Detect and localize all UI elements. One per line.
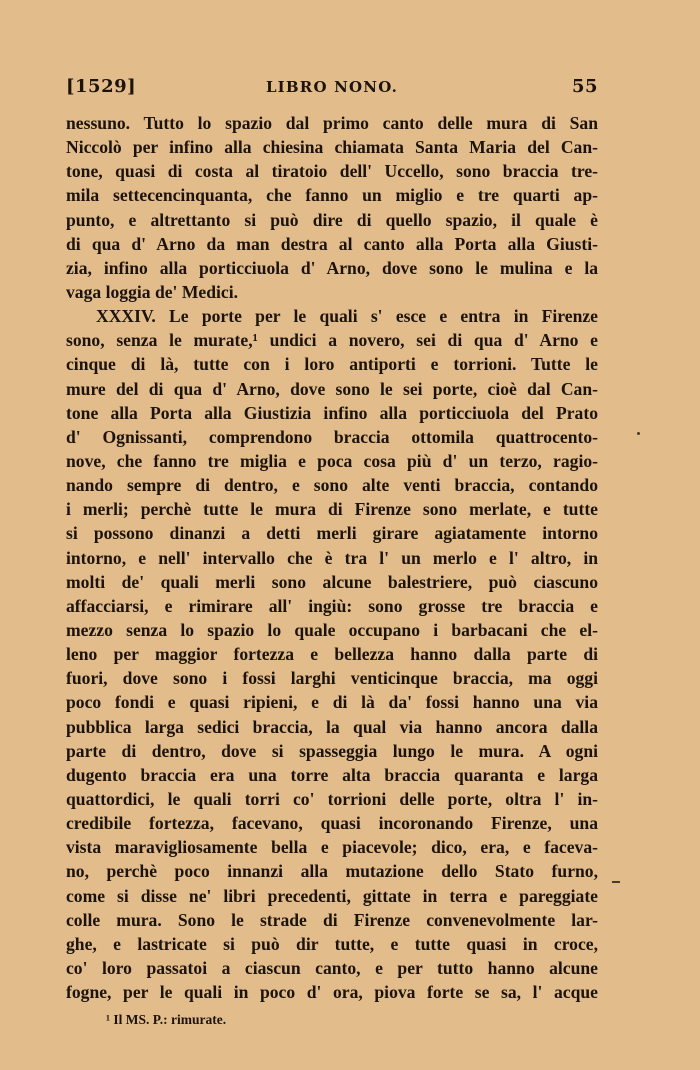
running-header xyxy=(66,76,598,102)
text-line: vista maravigliosamente bella e piacevole; dico, era, e faceva- xyxy=(66,837,598,858)
section-heading-line: XXXIV. Le porte per le quali s' esce e entra in Firenze xyxy=(96,306,598,327)
text-line: punto, e altrettanto si può dire di quello spazio, il quale è xyxy=(66,209,598,230)
text-line: intorno, e nell' intervallo che è tra l' un merlo e l' altro, in xyxy=(66,547,598,568)
margin-dash-mark xyxy=(612,881,620,883)
text-line: nove, che fanno tre miglia e poca cosa più d' un terzo, ragio- xyxy=(66,450,598,471)
header-book-title: LIBRO NONO. xyxy=(265,78,399,96)
text-line: fogne, per le quali in poco d' ora, piova forte se sa, l' acque xyxy=(66,982,598,1003)
text-line: si possono dinanzi a detti merli girare agiatamente intorno xyxy=(66,523,598,544)
text-line: i merli; perchè tutte le mura di Firenze sono merlate, e tutte xyxy=(66,499,598,520)
text-line: come si disse ne' libri precedenti, gittate in terra e pareggiate xyxy=(66,885,598,906)
text-line: cinque di là, tutte con i loro antiporti e torrioni. Tutte le xyxy=(66,354,598,375)
body-text xyxy=(66,111,598,1004)
footnote: ¹ Il MS. P.: rimurate. xyxy=(106,1012,227,1027)
text-line: fuori, dove sono i fossi larghi venticinque braccia, ma oggi xyxy=(66,668,598,689)
text-line: Niccolò per infino alla chiesina chiamata Santa Maria del Can- xyxy=(66,137,598,158)
text-line: parte di dentro, dove si spasseggia lungo le mura. A ogni xyxy=(66,740,598,761)
text-line: co' loro passatoi a ciascun canto, e per tutto hanno alcune xyxy=(66,957,598,978)
text-line: colle mura. Sono le strade di Firenze convenevolmente lar- xyxy=(66,909,598,930)
text-line: affacciarsi, e rimirare all' ingiù: sono grosse tre braccia e xyxy=(66,595,598,616)
text-line: leno per maggior fortezza e bellezza hanno dalla parte di xyxy=(66,644,598,665)
text-line: mure del di qua d' Arno, dove sono le sei porte, cioè dal Can- xyxy=(66,378,598,399)
text-line: nessuno. Tutto lo spazio dal primo canto delle mura di San xyxy=(66,113,598,133)
page-number: 55 xyxy=(571,76,598,97)
text-line: ghe, e lastricate si può dir tutte, e tutte quasi in croce, xyxy=(66,933,598,954)
text-line: quattordici, le quali torri co' torrioni delle porte, oltra l' in- xyxy=(66,788,598,809)
text-line: dugento braccia era una torre alta braccia quaranta e larga xyxy=(66,764,598,785)
text-line: mila settecencinquanta, che fanno un miglio e tre quarti ap- xyxy=(66,185,598,206)
text-line: zia, infino alla porticciuola d' Arno, dove sono le mulina e la xyxy=(66,257,598,278)
text-line: poco fondi e quasi ripieni, e di là da' fossi hanno una via xyxy=(66,692,598,713)
text-line: mezzo senza lo spazio lo quale occupano i barbacani che el- xyxy=(66,619,598,640)
text-line: no, perchè poco innanzi alla mutazione dello Stato furno, xyxy=(66,861,598,882)
text-line: tone, quasi di costa al tiratoio dell' Uccello, sono braccia tre- xyxy=(66,161,598,182)
text-line: nando sempre di dentro, e sono alte venti braccia, contando xyxy=(66,475,598,496)
text-line: credibile fortezza, facevano, quasi incoronando Firenze, una xyxy=(66,813,598,834)
text-line: sono, senza le murate,¹ undici a novero, sei di qua d' Arno e xyxy=(66,330,598,351)
text-line: d' Ognissanti, comprendono braccia ottomila quattrocento- xyxy=(66,426,598,447)
text-line: molti de' quali merli sono alcune balestriere, può ciascuno xyxy=(66,571,598,592)
text-line: tone alla Porta alla Giustizia infino alla porticciuola del Prato xyxy=(66,402,598,423)
text-line: vaga loggia de' Medici. xyxy=(66,281,239,302)
text-line: pubblica larga sedici braccia, la qual via hanno ancora dalla xyxy=(66,716,598,737)
margin-dot-mark xyxy=(637,432,640,435)
header-year: [1529] xyxy=(66,76,137,97)
text-line: di qua d' Arno da man destra al canto alla Porta alla Giusti- xyxy=(66,233,598,254)
